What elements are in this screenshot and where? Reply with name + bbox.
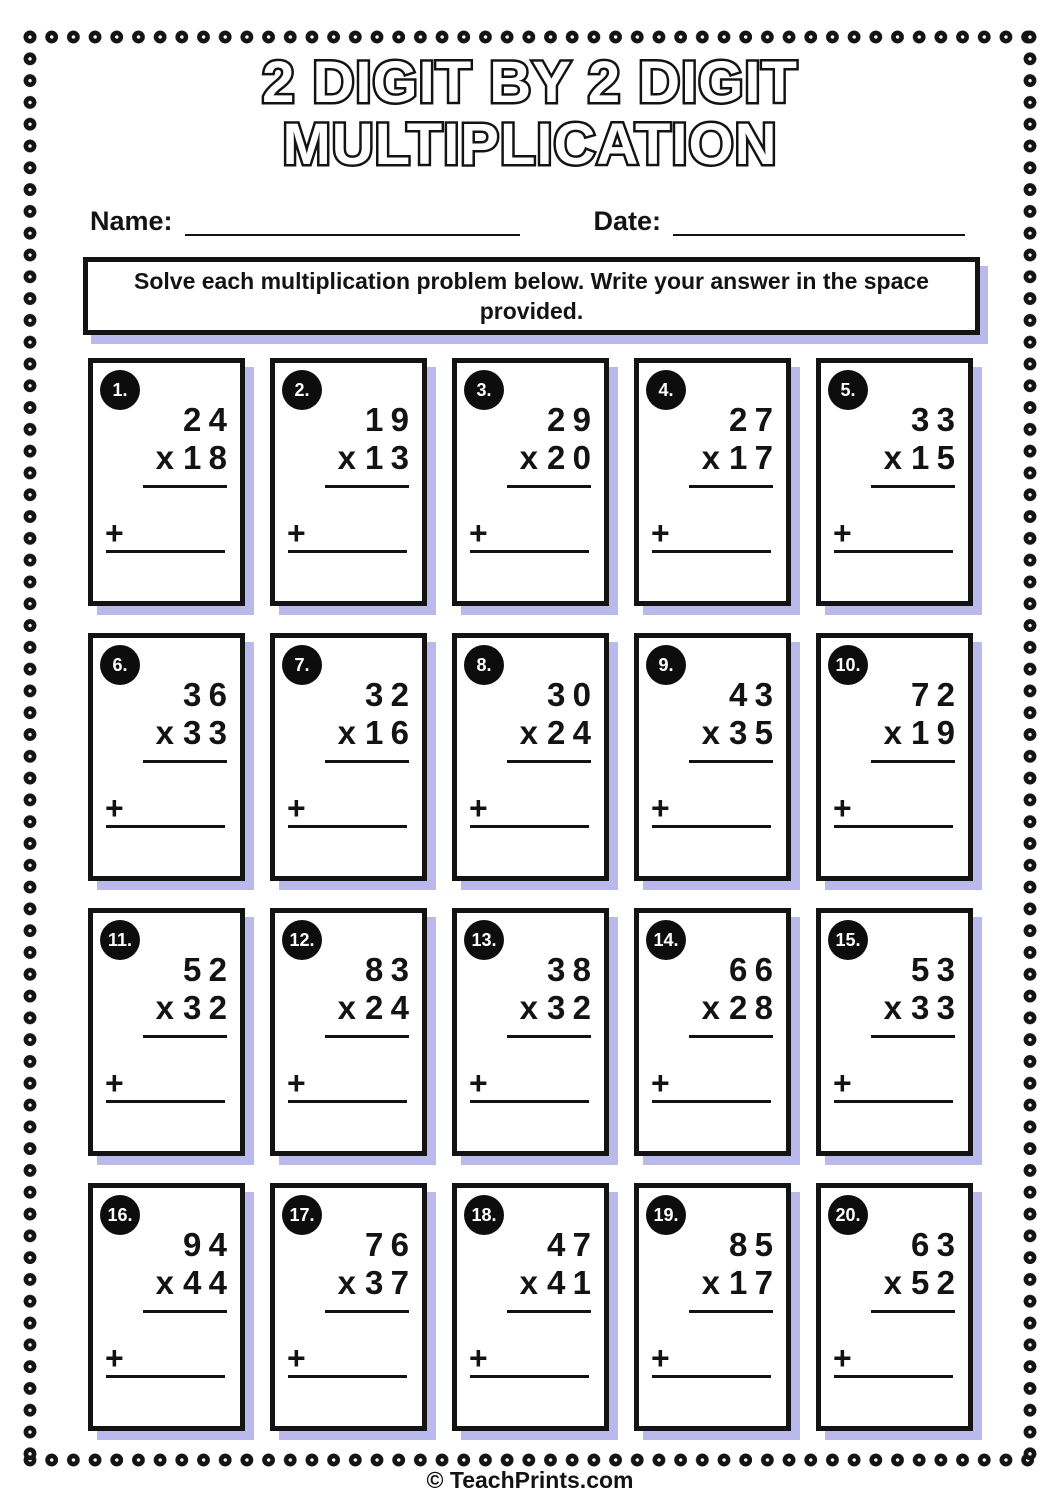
answer-line[interactable] — [106, 1375, 225, 1378]
multiply-symbol: x — [519, 1264, 539, 1301]
footer-credit: © TeachPrints.com — [426, 1467, 634, 1493]
multiplier: 33 — [911, 989, 963, 1026]
problem-card — [88, 633, 245, 881]
problem-card — [270, 633, 427, 881]
plus-symbol: + — [833, 1065, 852, 1101]
plus-symbol: + — [287, 790, 306, 826]
multiplicand: 36 — [183, 676, 235, 713]
name-date-row — [90, 204, 965, 238]
answer-line[interactable] — [288, 550, 407, 553]
problem-number-badge: 14. — [646, 920, 686, 960]
multiply-symbol: x — [883, 439, 903, 476]
date-label: Date: — [593, 206, 662, 236]
multiplier-row — [507, 439, 599, 477]
dot-border-right-icon — [1023, 30, 1037, 1460]
multiply-symbol: x — [519, 714, 539, 751]
plus-symbol: + — [651, 1065, 670, 1101]
multiplicand: 66 — [729, 951, 781, 988]
plus-symbol: + — [287, 1340, 306, 1376]
problem-card — [452, 633, 609, 881]
answer-line[interactable] — [470, 550, 589, 553]
problem-card — [634, 908, 791, 1156]
multiplier: 24 — [547, 714, 599, 751]
plus-symbol: + — [469, 1065, 488, 1101]
multiply-symbol: x — [883, 1264, 903, 1301]
problem-number-badge: 7. — [282, 645, 322, 685]
dot-border-left-icon — [23, 30, 37, 1460]
problem-card — [88, 1183, 245, 1431]
multiplication-block — [143, 401, 235, 488]
multiplier-row — [871, 714, 963, 752]
multiplier-row — [143, 989, 235, 1027]
multiplication-block — [507, 951, 599, 1038]
multiplicand: 52 — [183, 951, 235, 988]
answer-line[interactable] — [834, 825, 953, 828]
multiplicand: 47 — [547, 1226, 599, 1263]
multiplier-row — [325, 989, 417, 1027]
problem-card — [634, 1183, 791, 1431]
problem-card — [270, 358, 427, 606]
multiplicand: 53 — [911, 951, 963, 988]
multiplier: 44 — [183, 1264, 235, 1301]
answer-line[interactable] — [288, 1375, 407, 1378]
multiplication-block — [325, 951, 417, 1038]
multiplier: 35 — [729, 714, 781, 751]
problem-number-badge: 3. — [464, 370, 504, 410]
problem-number-badge: 16. — [100, 1195, 140, 1235]
plus-symbol: + — [469, 1340, 488, 1376]
multiplier-row — [507, 714, 599, 752]
multiplier-row — [325, 714, 417, 752]
multiplication-block — [507, 676, 599, 763]
plus-symbol: + — [287, 1065, 306, 1101]
multiplier: 33 — [183, 714, 235, 751]
multiplication-block — [325, 676, 417, 763]
problem-number-badge: 4. — [646, 370, 686, 410]
multiply-symbol: x — [701, 989, 721, 1026]
multiplicand: 19 — [365, 401, 417, 438]
multiplier-row — [507, 1264, 599, 1302]
problem-card — [88, 358, 245, 606]
answer-line[interactable] — [470, 1100, 589, 1103]
problem-number-badge: 9. — [646, 645, 686, 685]
answer-line[interactable] — [288, 1100, 407, 1103]
multiplier: 41 — [547, 1264, 599, 1301]
multiplier: 37 — [365, 1264, 417, 1301]
multiplier: 19 — [911, 714, 963, 751]
multiplication-block — [871, 951, 963, 1038]
name-label: Name: — [90, 206, 173, 236]
multiplication-block — [689, 676, 781, 763]
multiplicand: 27 — [729, 401, 781, 438]
multiplier-row — [871, 1264, 963, 1302]
answer-line[interactable] — [652, 1375, 771, 1378]
problem-number-badge: 6. — [100, 645, 140, 685]
multiplier: 18 — [183, 439, 235, 476]
plus-symbol: + — [469, 790, 488, 826]
multiplier: 52 — [911, 1264, 963, 1301]
multiplier-row — [689, 1264, 781, 1302]
answer-line[interactable] — [106, 550, 225, 553]
answer-line[interactable] — [834, 1375, 953, 1378]
multiply-symbol: x — [337, 439, 357, 476]
plus-symbol: + — [833, 515, 852, 551]
multiply-symbol: x — [701, 1264, 721, 1301]
multiplicand: 43 — [729, 676, 781, 713]
multiplicand: 85 — [729, 1226, 781, 1263]
answer-line[interactable] — [106, 825, 225, 828]
multiplier: 15 — [911, 439, 963, 476]
instructions-box — [83, 257, 980, 335]
multiply-symbol: x — [701, 714, 721, 751]
multiplier-row — [325, 439, 417, 477]
multiplier: 13 — [365, 439, 417, 476]
problem-number-badge: 8. — [464, 645, 504, 685]
multiplier: 16 — [365, 714, 417, 751]
multiplier: 24 — [365, 989, 417, 1026]
problem-number-badge: 19. — [646, 1195, 686, 1235]
multiplier: 17 — [729, 439, 781, 476]
answer-line[interactable] — [288, 825, 407, 828]
multiply-symbol: x — [337, 989, 357, 1026]
multiplicand: 33 — [911, 401, 963, 438]
multiplicand: 76 — [365, 1226, 417, 1263]
plus-symbol: + — [651, 1340, 670, 1376]
problem-number-badge: 5. — [828, 370, 868, 410]
dot-border-top-icon — [23, 30, 1037, 44]
problem-card — [452, 1183, 609, 1431]
multiplier: 28 — [729, 989, 781, 1026]
answer-line[interactable] — [834, 550, 953, 553]
multiplicand: 63 — [911, 1226, 963, 1263]
problem-card — [816, 908, 973, 1156]
multiply-symbol: x — [155, 1264, 175, 1301]
multiplication-block — [689, 1226, 781, 1313]
multiplicand: 83 — [365, 951, 417, 988]
problem-number-badge: 11. — [100, 920, 140, 960]
answer-line[interactable] — [470, 1375, 589, 1378]
dot-border-bottom-icon — [23, 1453, 1037, 1467]
multiplication-block — [143, 676, 235, 763]
name-input-line[interactable] — [185, 204, 520, 236]
plus-symbol: + — [651, 790, 670, 826]
instructions-text: Solve each multiplication problem below. Write your answer in the space provided. — [134, 268, 929, 324]
problem-card — [452, 908, 609, 1156]
multiplication-block — [143, 951, 235, 1038]
problem-card — [270, 1183, 427, 1431]
multiplicand: 24 — [183, 401, 235, 438]
multiply-symbol: x — [519, 439, 539, 476]
multiplier: 20 — [547, 439, 599, 476]
multiplier-row — [143, 714, 235, 752]
title-line-1: 2 DIGIT BY 2 DIGIT — [262, 50, 798, 115]
problem-number-badge: 10. — [828, 645, 868, 685]
problem-card — [634, 633, 791, 881]
problem-number-badge: 13. — [464, 920, 504, 960]
plus-symbol: + — [105, 1340, 124, 1376]
multiply-symbol: x — [701, 439, 721, 476]
problem-card — [816, 358, 973, 606]
multiplicand: 32 — [365, 676, 417, 713]
answer-line[interactable] — [106, 1100, 225, 1103]
multiply-symbol: x — [337, 1264, 357, 1301]
multiplicand: 94 — [183, 1226, 235, 1263]
multiplication-block — [689, 401, 781, 488]
multiplication-block — [871, 401, 963, 488]
multiplier-row — [143, 1264, 235, 1302]
multiplication-block — [689, 951, 781, 1038]
date-input-line[interactable] — [673, 204, 965, 236]
answer-line[interactable] — [470, 825, 589, 828]
problem-number-badge: 2. — [282, 370, 322, 410]
multiplication-block — [871, 676, 963, 763]
multiplier-row — [689, 439, 781, 477]
multiplier-row — [143, 439, 235, 477]
multiplier-row — [689, 989, 781, 1027]
multiply-symbol: x — [883, 989, 903, 1026]
multiplier-row — [689, 714, 781, 752]
multiply-symbol: x — [155, 989, 175, 1026]
problem-card — [88, 908, 245, 1156]
problem-grid — [88, 358, 973, 1431]
problem-card — [452, 358, 609, 606]
problem-number-badge: 1. — [100, 370, 140, 410]
problem-card — [816, 633, 973, 881]
multiplication-block — [325, 1226, 417, 1313]
multiply-symbol: x — [155, 439, 175, 476]
answer-line[interactable] — [834, 1100, 953, 1103]
problem-number-badge: 20. — [828, 1195, 868, 1235]
multiplier: 32 — [547, 989, 599, 1026]
plus-symbol: + — [469, 515, 488, 551]
multiplier-row — [325, 1264, 417, 1302]
multiplier-row — [507, 989, 599, 1027]
plus-symbol: + — [105, 1065, 124, 1101]
multiplicand: 38 — [547, 951, 599, 988]
plus-symbol: + — [651, 515, 670, 551]
problem-number-badge: 12. — [282, 920, 322, 960]
multiplication-block — [871, 1226, 963, 1313]
multiply-symbol: x — [883, 714, 903, 751]
plus-symbol: + — [833, 790, 852, 826]
multiply-symbol: x — [155, 714, 175, 751]
multiplier-row — [871, 989, 963, 1027]
problem-number-badge: 15. — [828, 920, 868, 960]
problem-number-badge: 17. — [282, 1195, 322, 1235]
plus-symbol: + — [833, 1340, 852, 1376]
multiplication-block — [325, 401, 417, 488]
plus-symbol: + — [105, 515, 124, 551]
multiplier: 32 — [183, 989, 235, 1026]
problem-card — [634, 358, 791, 606]
answer-line[interactable] — [652, 1100, 771, 1103]
multiplication-block — [507, 1226, 599, 1313]
multiplication-block — [507, 401, 599, 488]
multiplicand: 72 — [911, 676, 963, 713]
problem-number-badge: 18. — [464, 1195, 504, 1235]
title-line-2: MULTIPLICATION — [282, 112, 778, 177]
multiplier: 17 — [729, 1264, 781, 1301]
multiplier-row — [871, 439, 963, 477]
multiplicand: 30 — [547, 676, 599, 713]
multiplicand: 29 — [547, 401, 599, 438]
worksheet-title — [0, 52, 1060, 176]
answer-line[interactable] — [652, 825, 771, 828]
problem-card — [816, 1183, 973, 1431]
plus-symbol: + — [105, 790, 124, 826]
multiply-symbol: x — [337, 714, 357, 751]
multiplication-block — [143, 1226, 235, 1313]
problem-card — [270, 908, 427, 1156]
multiply-symbol: x — [519, 989, 539, 1026]
plus-symbol: + — [287, 515, 306, 551]
answer-line[interactable] — [652, 550, 771, 553]
